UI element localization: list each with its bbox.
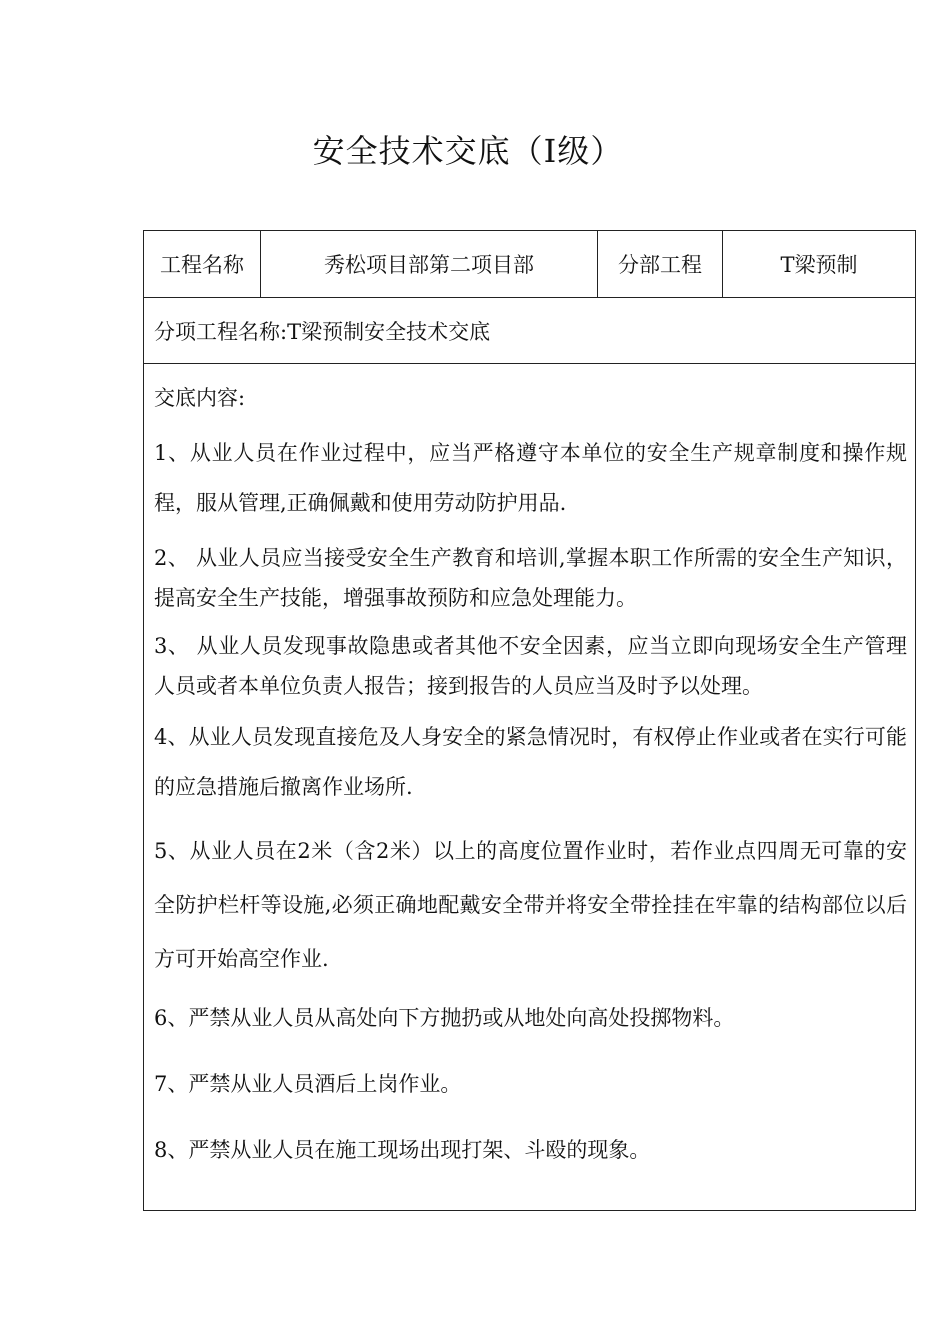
project-name-label: 工程名称	[144, 231, 261, 298]
content-label: 交底内容:	[154, 386, 246, 410]
briefing-item: 8、严禁从业人员在施工现场出现打架、斗殴的现象。	[154, 1138, 651, 1162]
briefing-content	[144, 364, 916, 1211]
division-label: 分部工程	[598, 231, 723, 298]
briefing-item: 4、从业人员发现直接危及人身安全的紧急情况时，有权停止作业或者在实行可能的应急措施后撤离作业场所.	[154, 725, 907, 799]
content-row	[144, 364, 916, 1211]
project-header-row	[144, 231, 916, 298]
project-name-value: 秀松项目部第二项目部	[261, 231, 598, 298]
sub-item-name: 分项工程名称:T梁预制安全技术交底	[144, 298, 916, 364]
briefing-item: 2、 从业人员应当接受安全生产教育和培训,掌握本职工作所需的安全生产知识，提高安全生产技能，增强事故预防和应急处理能力。	[154, 546, 907, 610]
document-title: 安全技术交底（Ⅰ级）	[312, 132, 624, 170]
sub-item-row	[144, 298, 916, 364]
briefing-item: 1、从业人员在作业过程中，应当严格遵守本单位的安全生产规章制度和操作规程，服从管理,正确佩戴和使用劳动防护用品.	[154, 441, 907, 515]
division-value: T梁预制	[723, 231, 916, 298]
briefing-item: 5、从业人员在2米（含2米）以上的高度位置作业时，若作业点四周无可靠的安全防护栏杆等设施,必须正确地配戴安全带并将安全带拴挂在牢靠的结构部位以后方可开始高空作业.	[154, 839, 907, 971]
briefing-item: 7、严禁从业人员酒后上岗作业。	[154, 1072, 462, 1096]
safety-briefing-form	[143, 230, 916, 1211]
briefing-item: 6、严禁从业人员从高处向下方抛扔或从地处向高处投掷物料。	[154, 1006, 735, 1030]
briefing-item: 3、 从业人员发现事故隐患或者其他不安全因素，应当立即向现场安全生产管理人员或者本单位负责人报告；接到报告的人员应当及时予以处理。	[154, 634, 907, 698]
